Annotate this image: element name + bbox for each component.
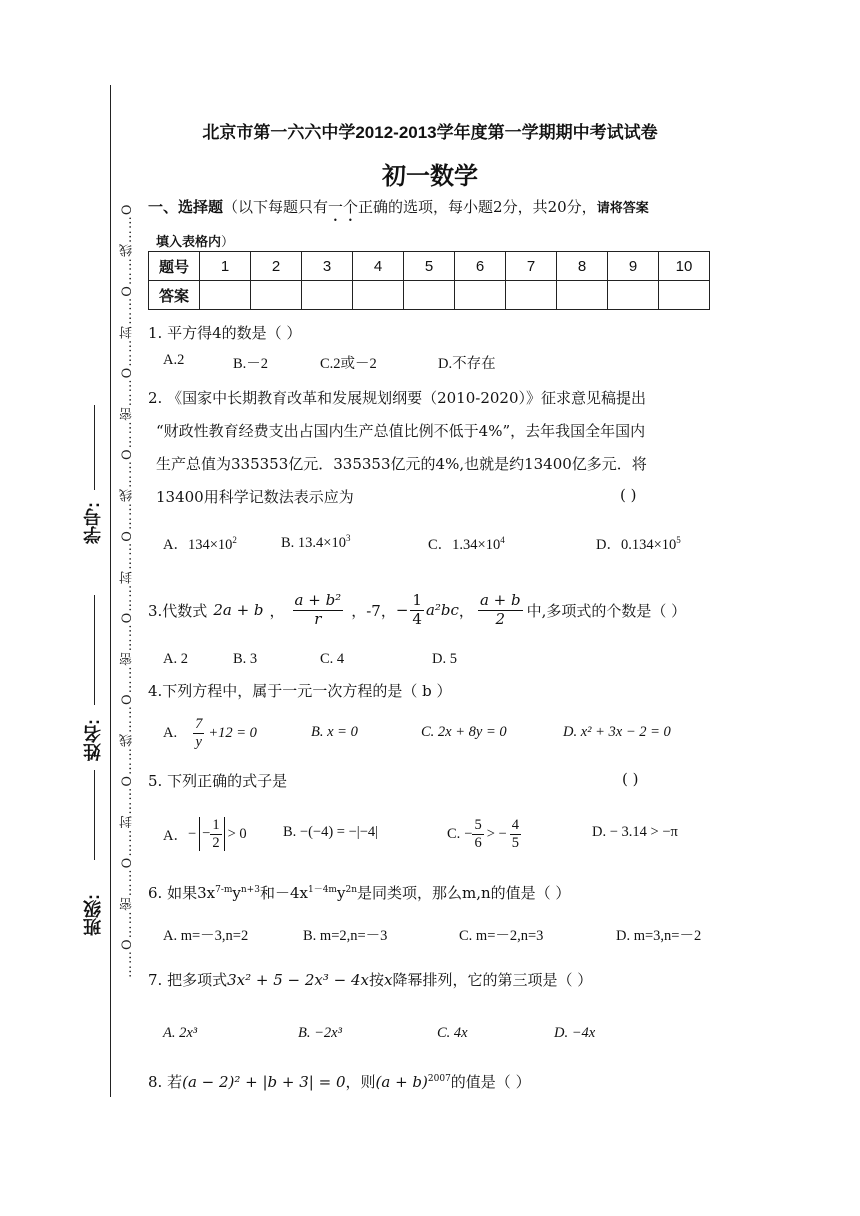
q6-option-d: D. m=3,n=－2 — [616, 928, 702, 944]
table-number-cell: 5 — [404, 252, 455, 281]
table-number-cell: 6 — [455, 252, 506, 281]
q7-option-c: C. 4x — [437, 1025, 468, 1041]
q1-option-b: B.－2 — [233, 356, 269, 372]
q3-option-d: D. 5 — [432, 651, 457, 667]
q3-option-a: A. 2 — [163, 651, 188, 667]
table-row — [149, 252, 710, 281]
class-label: 班级: — [83, 894, 103, 936]
table-number-cell: 9 — [608, 252, 659, 281]
q4-option-d: D. x² + 3x − 2 = 0 — [563, 724, 671, 740]
table-number-cell: 8 — [557, 252, 608, 281]
question-2-line-2: “财政性教育经费支出占国内生产总值比例不低于4%”，去年我国全年国内 — [156, 422, 646, 440]
question-2-paren: ( ) — [620, 486, 637, 504]
question-4-stem: 4.下列方程中，属于一元一次方程的是（ b ） — [148, 682, 452, 700]
answer-cell[interactable] — [200, 281, 251, 310]
answer-table — [148, 251, 710, 310]
question-1-stem: 1. 平方得4的数是（ ） — [148, 324, 302, 342]
page-title: 北京市第一六六中学2012-2013学年度第一学期期中考试试卷 — [202, 123, 658, 142]
q2-option-a: A．$134\times 10^2$ — [163, 535, 237, 553]
answer-cell[interactable] — [557, 281, 608, 310]
question-8-stem: 8. 若(a − 2)² + |b + 3| = 0，则$(a + b)^{2007}$的值是（ ） — [148, 1073, 531, 1091]
question-5-stem: 5. 下列正确的式子是 — [148, 772, 288, 790]
section-instructions-cont: 填入表格内） — [156, 234, 235, 250]
q5-option-d: D. − 3.14 > −π — [592, 824, 678, 840]
q7-option-a: A. 2x³ — [163, 1025, 198, 1041]
q2-option-d: D．$0.134\times 10^5$ — [596, 535, 681, 553]
answer-cell[interactable] — [302, 281, 353, 310]
question-5-paren: ( ) — [622, 770, 639, 788]
id-underline — [94, 405, 95, 490]
answer-cell[interactable] — [404, 281, 455, 310]
table-number-cell: 7 — [506, 252, 557, 281]
q3-option-b: B. 3 — [233, 651, 258, 667]
class-underline — [94, 770, 95, 860]
seal-line-text: ……O……密……O……封……O……线……O……密……O……封……O……线……O……密……O……封……O……线……O — [120, 203, 135, 978]
q4-option-b: B. x = 0 — [311, 724, 358, 740]
table-number-cell: 4 — [353, 252, 404, 281]
margin-vertical-line — [110, 85, 111, 1097]
q5-option-b: B. −(−4) = −|−4| — [283, 824, 379, 840]
table-number-cell: 3 — [302, 252, 353, 281]
question-2-line-3: 生产总值为335353亿元．335353亿元的4%,也就是约13400亿多元．将 — [156, 455, 647, 473]
section-instructions: 一、选择题（以下每题只有一个正确的选项，每小题2分，共20分，请将答案 — [148, 198, 649, 216]
answer-cell[interactable] — [251, 281, 302, 310]
q3-option-c: C. 4 — [320, 651, 345, 667]
answer-cell[interactable] — [506, 281, 557, 310]
q6-option-c: C. m=－2,n=3 — [459, 928, 544, 944]
q4-option-a: A. $\frac{7}{y}$ +12 = 0 — [163, 715, 257, 750]
q6-option-a: A. m=－3,n=2 — [163, 928, 249, 944]
answer-cell[interactable] — [353, 281, 404, 310]
q6-option-b: B. m=2,n=－3 — [303, 928, 388, 944]
question-2-line-1: 2. 《国家中长期教育改革和发展规划纲要（2010-2020）》征求意见稿提出 — [148, 389, 646, 407]
q2-option-b: B. $13.4\times 10^3$ — [281, 533, 351, 551]
q4-option-c: C. 2x + 8y = 0 — [421, 724, 507, 740]
q2-option-c: C．$1.34\times 10^4$ — [428, 535, 505, 553]
table-number-cell: 2 — [251, 252, 302, 281]
q7-option-b: B. −2x³ — [298, 1025, 342, 1041]
q1-option-a: A.2 — [163, 352, 185, 368]
table-number-cell: 1 — [200, 252, 251, 281]
q1-option-d: D.不存在 — [438, 356, 496, 372]
table-header-cell: 答案 — [149, 281, 200, 310]
question-6-stem: 6. 如果$3x^{7-m}y^{n+3}$和$-4x^{1-4m}y^{2n}$是同类项，那么m,n的值是（ ） — [148, 884, 571, 902]
id-label: 学号: — [83, 502, 103, 544]
answer-cell[interactable] — [659, 281, 710, 310]
answer-cell[interactable] — [608, 281, 659, 310]
table-number-cell: 10 — [659, 252, 710, 281]
q1-option-c: C.2或－2 — [320, 356, 377, 372]
question-3-stem: 3.代数式 2a + b ， $\frac{\text{a + b²}}{r}$ ，-7， − $\frac{1}{4}$ a²bc ， $\frac{a + b}{2}$ 中,多项式的个数是（ ） — [148, 591, 687, 628]
question-2-line-4: 13400用科学记数法表示应为 — [156, 488, 354, 506]
q5-option-c: C. − $\frac{5}{6}$ > − $\frac{4}{5}$ — [447, 816, 519, 851]
page-subtitle: 初一数学 — [382, 163, 478, 190]
name-label: 姓名: — [83, 719, 103, 761]
table-row — [149, 281, 710, 310]
name-underline — [94, 595, 95, 705]
q5-option-a: A． − − $\frac{1}{2}$ > 0 — [163, 816, 247, 851]
question-7-stem: 7. 把多项式3x² + 5 − 2x³ − 4x按x降幂排列，它的第三项是（ ） — [148, 971, 593, 989]
q7-option-d: D. −4x — [554, 1025, 596, 1041]
table-header-cell: 题号 — [149, 252, 200, 281]
answer-cell[interactable] — [455, 281, 506, 310]
